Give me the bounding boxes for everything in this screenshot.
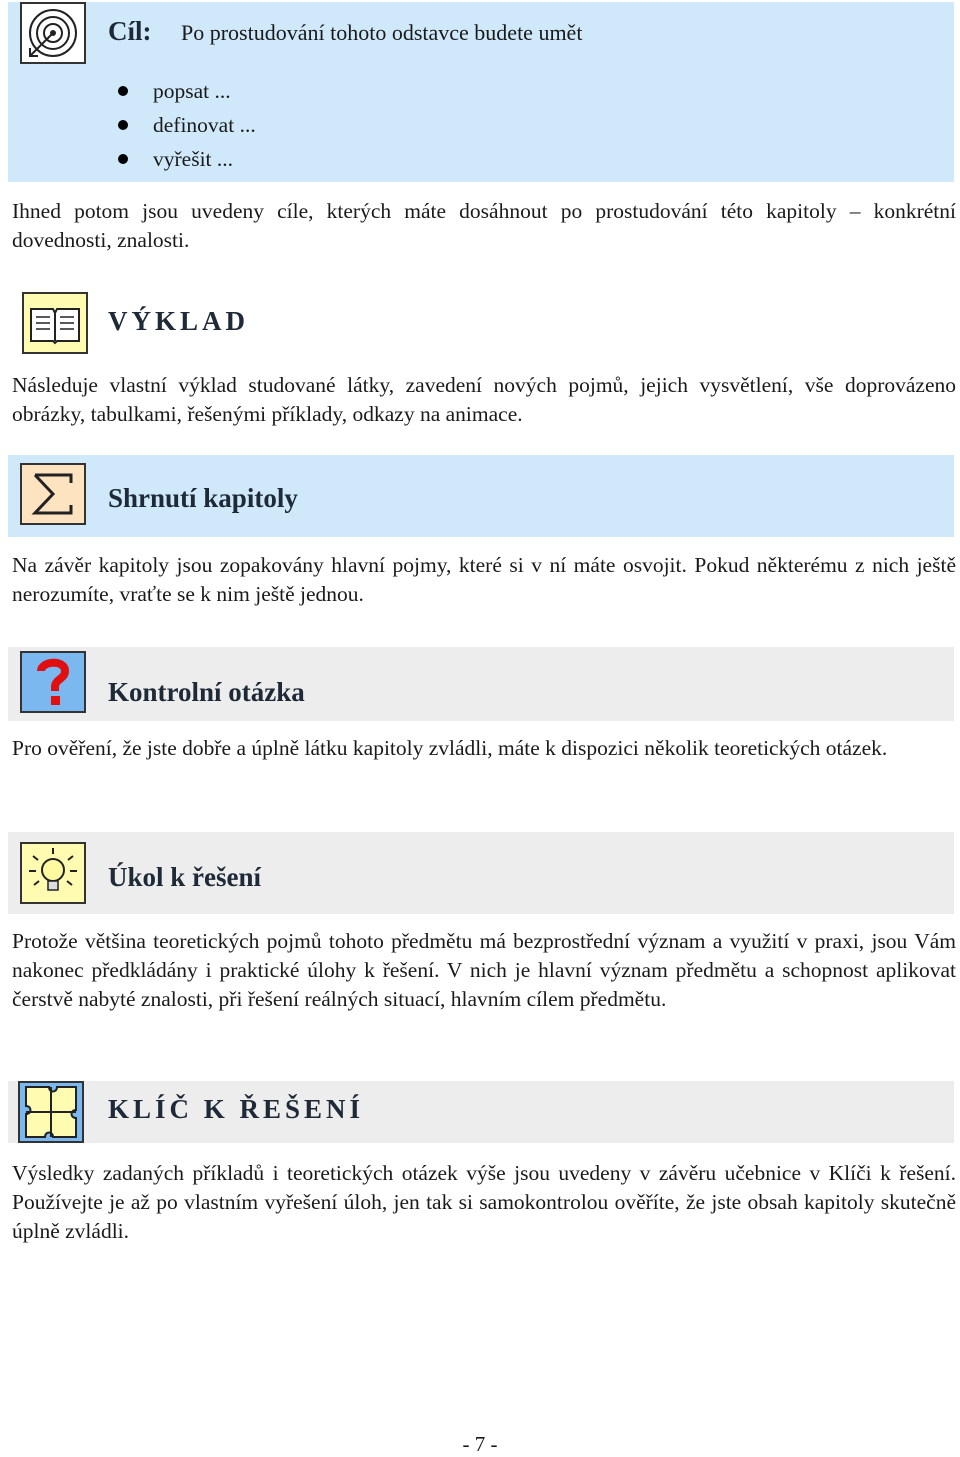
lightbulb-icon: [20, 842, 86, 904]
target-icon: [20, 2, 86, 64]
question-banner: [8, 647, 954, 721]
puzzle-icon: [18, 1081, 84, 1143]
question-description: Pro ověření, že jste dobře a úplně látku kapitoly zvládli, máte k dispozici několik teoretických otázek.: [12, 736, 888, 760]
summary-banner: [8, 455, 954, 537]
goal-bullet: vyřešit ...: [108, 142, 256, 176]
key-description: Výsledky zadaných příkladů i teoretických otázek výše jsou uvedeny v závěru učebnice v Klíči k řešení. Používejte je až po vlastním vyřešení úloh, jen tak si samokontrolou ověříte, že jste obsah kapitoly skutečně úplně zvládli.: [12, 1161, 956, 1243]
goal-description: Ihned potom jsou uvedeny cíle, kterých máte dosáhnout po prostudování této kapitoly – konkrétní dovednosti, znalosti.: [12, 199, 956, 252]
goal-title: Cíl:: [108, 16, 152, 46]
key-title: KLÍČ K ŘEŠENÍ: [108, 1094, 365, 1124]
explanation-title: VÝKLAD: [108, 306, 250, 336]
goal-bullet: definovat ...: [108, 108, 256, 142]
book-icon: [22, 292, 88, 354]
summary-title: Shrnutí kapitoly: [108, 483, 298, 513]
key-banner: [8, 1081, 954, 1143]
page-number: - 7 -: [462, 1432, 498, 1456]
goal-subtitle: Po prostudování tohoto odstavce budete umět: [181, 20, 583, 45]
goal-bullet: popsat ...: [108, 74, 256, 108]
goal-banner: [8, 2, 954, 182]
question-title: Kontrolní otázka: [108, 677, 305, 707]
task-title: Úkol k řešení: [108, 862, 262, 892]
goal-bullet-list: [108, 74, 256, 176]
explanation-description: Následuje vlastní výklad studované látky, zavedení nových pojmů, jejich vysvětlení, vše doprovázeno obrázky, tabulkami, řešenými příklady, odkazy na animace.: [12, 373, 956, 426]
question-mark-icon: [20, 651, 86, 713]
sigma-icon: [20, 463, 86, 525]
task-banner: [8, 832, 954, 914]
task-description: Protože většina teoretických pojmů tohoto předmětu má bezprostřední význam a využití v praxi, jsou Vám nakonec předkládány i praktické úlohy k řešení. V nich je hlavní význam předmětu a schopnost aplikovat čerstvě nabyté znalosti, při řešení reálných situací, hlavním cílem předmětu.: [12, 929, 956, 1011]
summary-description: Na závěr kapitoly jsou zopakovány hlavní pojmy, které si v ní máte osvojit. Pokud některému z nich ještě nerozumíte, vraťte se k nim ještě jednou.: [12, 553, 956, 606]
